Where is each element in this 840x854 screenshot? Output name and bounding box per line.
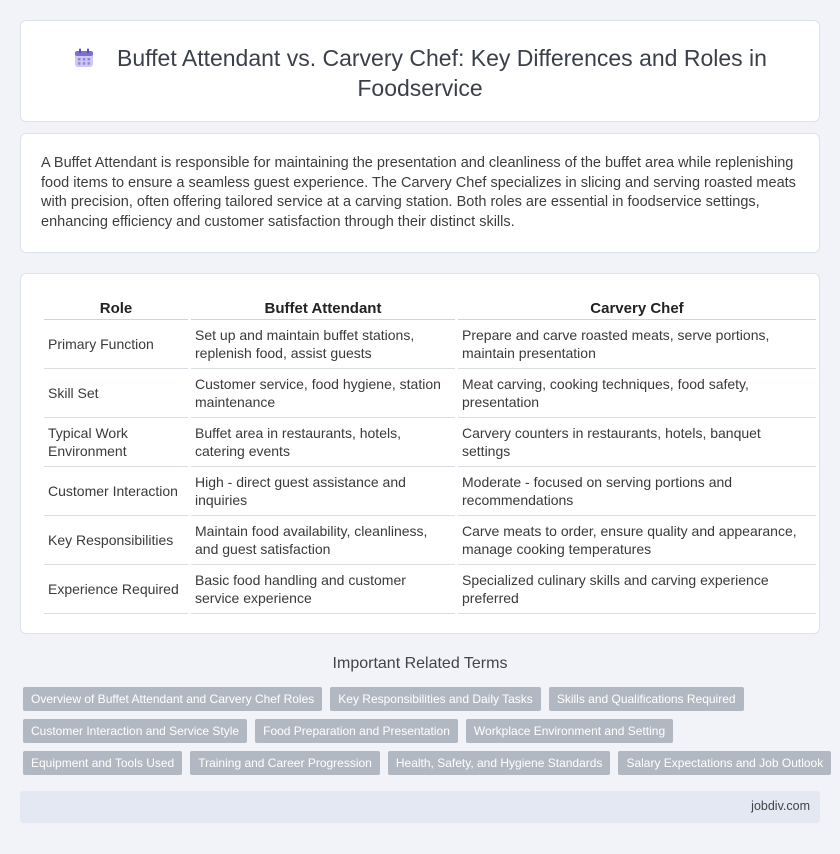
table-row: [44, 516, 816, 565]
related-term-tag[interactable]: Salary Expectations and Job Outlook: [618, 751, 831, 775]
cell-buffet-attendant: Basic food handling and customer service experience: [191, 565, 455, 614]
related-term-tag[interactable]: Key Responsibilities and Daily Tasks: [330, 687, 541, 711]
cell-carvery-chef: Specialized culinary skills and carving experience preferred: [458, 565, 816, 614]
intro-card: [20, 133, 820, 253]
header-buffet-attendant: Buffet Attendant: [191, 293, 455, 320]
cell-carvery-chef: Prepare and carve roasted meats, serve portions, maintain presentation: [458, 320, 816, 369]
cell-buffet-attendant: Maintain food availability, cleanliness, and guest satisfaction: [191, 516, 455, 565]
cell-role: Typical Work Environment: [44, 418, 188, 467]
table-row: [44, 418, 816, 467]
related-term-tag[interactable]: Food Preparation and Presentation: [255, 719, 458, 743]
title-card: [20, 20, 820, 122]
cell-role: Skill Set: [44, 369, 188, 418]
footer: [20, 791, 820, 823]
table-row: [44, 320, 816, 369]
intro-paragraph: A Buffet Attendant is responsible for maintaining the presentation and cleanliness of the buffet area while replenishing food items to ensure a seamless guest experience. The Carvery Chef specializes in slicing and serving roasted meats with precision, often offering tailored service at a carving station. Both roles are essential in foodservice settings, enhancing efficiency and customer satisfaction through their distinct skills.: [41, 155, 796, 230]
cell-carvery-chef: Meat carving, cooking techniques, food safety, presentation: [458, 369, 816, 418]
footer-site-link[interactable]: jobdiv.com: [751, 799, 810, 813]
cell-role: Key Responsibilities: [44, 516, 188, 565]
related-term-tag[interactable]: Equipment and Tools Used: [23, 751, 182, 775]
related-term-tag[interactable]: Health, Safety, and Hygiene Standards: [388, 751, 611, 775]
cell-role: Customer Interaction: [44, 467, 188, 516]
comparison-card: [20, 273, 820, 634]
related-term-tag[interactable]: Skills and Qualifications Required: [549, 687, 744, 711]
page-title: Buffet Attendant vs. Carvery Chef: Key Differences and Roles in Foodservice: [117, 45, 767, 101]
calendar-icon: [73, 47, 95, 69]
cell-role: Experience Required: [44, 565, 188, 614]
related-term-tag[interactable]: Workplace Environment and Setting: [466, 719, 673, 743]
related-terms-heading: Important Related Terms: [332, 655, 508, 672]
table-row: [44, 369, 816, 418]
table-header-row: [44, 293, 816, 320]
cell-carvery-chef: Moderate - focused on serving portions and recommendations: [458, 467, 816, 516]
comparison-table: [41, 293, 819, 614]
cell-buffet-attendant: Buffet area in restaurants, hotels, catering events: [191, 418, 455, 467]
cell-role: Primary Function: [44, 320, 188, 369]
related-term-tag[interactable]: Customer Interaction and Service Style: [23, 719, 247, 743]
cell-buffet-attendant: Set up and maintain buffet stations, replenish food, assist guests: [191, 320, 455, 369]
header-carvery-chef: Carvery Chef: [458, 293, 816, 320]
header-role: Role: [44, 293, 188, 320]
cell-carvery-chef: Carvery counters in restaurants, hotels, banquet settings: [458, 418, 816, 467]
cell-buffet-attendant: High - direct guest assistance and inquiries: [191, 467, 455, 516]
related-terms-tags: [23, 687, 823, 783]
cell-buffet-attendant: Customer service, food hygiene, station maintenance: [191, 369, 455, 418]
table-row: [44, 565, 816, 614]
related-term-tag[interactable]: Training and Career Progression: [190, 751, 380, 775]
table-row: [44, 467, 816, 516]
cell-carvery-chef: Carve meats to order, ensure quality and appearance, manage cooking temperatures: [458, 516, 816, 565]
related-term-tag[interactable]: Overview of Buffet Attendant and Carvery Chef Roles: [23, 687, 322, 711]
